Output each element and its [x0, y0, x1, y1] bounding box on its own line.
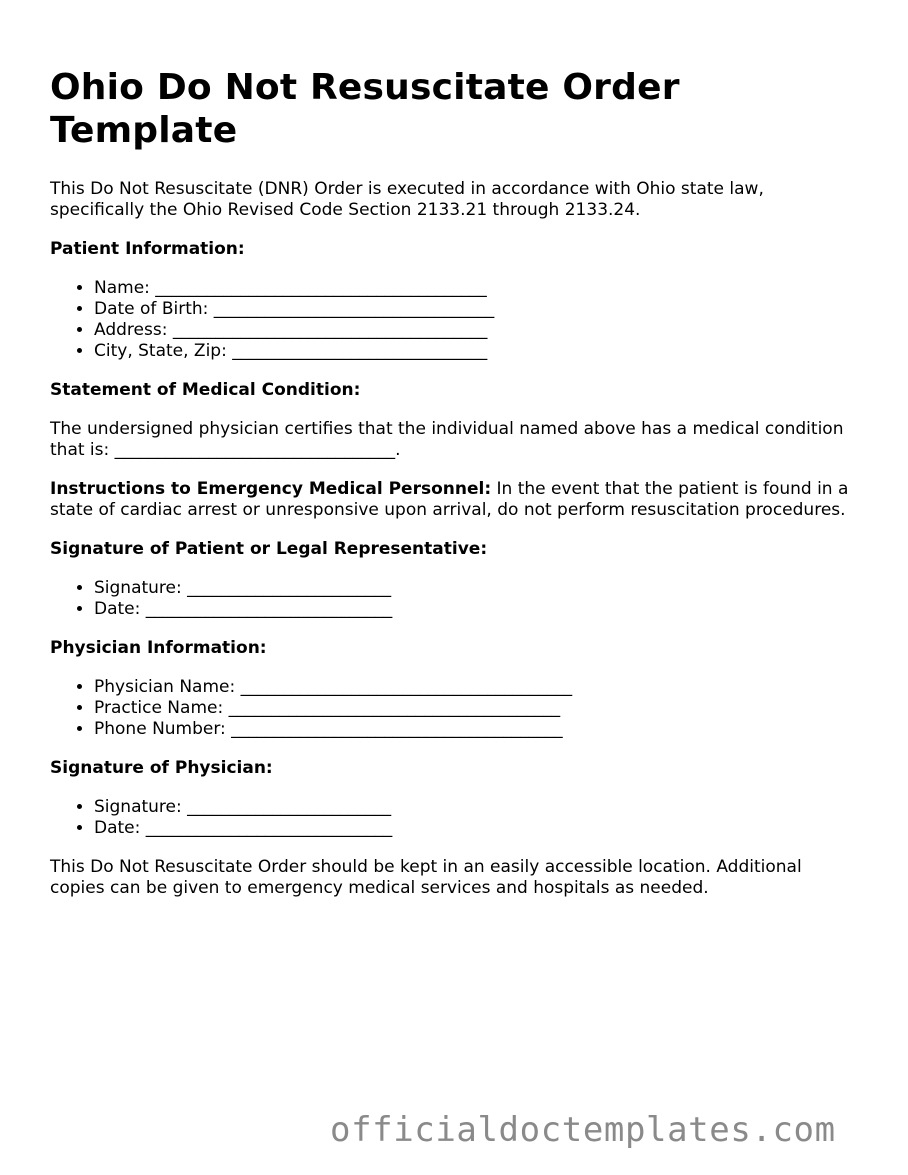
patient-address-field: • Address: _____________________________________ — [94, 320, 860, 341]
physician-signature-heading: Signature of Physician: — [50, 758, 273, 778]
page-title: Ohio Do Not Resuscitate Order Template — [50, 67, 680, 151]
patient-info-list — [50, 278, 860, 362]
physician-info-heading: Physician Information: — [50, 638, 267, 658]
instructions-text: In the event that the patient is found in a state of cardiac arrest or unresponsive upon arrival, do not perform resuscitation procedures. — [50, 479, 849, 520]
instructions-lead: Instructions to Emergency Medical Personnel: — [50, 479, 492, 499]
patient-name-field: • Name: _______________________________________ — [94, 278, 860, 299]
patient-dob-field: • Date of Birth: _________________________________ — [94, 299, 860, 320]
watermark: officialdoctemplates.com — [330, 1110, 836, 1150]
physician-info-list — [50, 677, 860, 740]
medical-condition-heading: Statement of Medical Condition: — [50, 380, 361, 400]
document-page — [50, 66, 860, 917]
medical-condition-paragraph: The undersigned physician certifies that the individual named above has a medical condition that is: _________________________________. — [50, 419, 844, 460]
phone-number-field: • Phone Number: _______________________________________ — [94, 719, 860, 740]
closing-paragraph: This Do Not Resuscitate Order should be kept in an easily accessible location. Additional copies can be given to emergency medical services and hospitals as needed. — [50, 857, 802, 898]
physician-signature-field: • Signature: ________________________ — [94, 797, 860, 818]
practice-name-field: • Practice Name: _______________________________________ — [94, 698, 860, 719]
patient-signature-list — [50, 578, 860, 620]
patient-signature-field: • Signature: ________________________ — [94, 578, 860, 599]
instructions-paragraph — [50, 479, 860, 521]
patient-signature-date-field: • Date: _____________________________ — [94, 599, 860, 620]
patient-signature-heading: Signature of Patient or Legal Representative: — [50, 539, 488, 559]
physician-signature-list — [50, 797, 860, 839]
physician-name-field: • Physician Name: _______________________________________ — [94, 677, 860, 698]
patient-info-heading: Patient Information: — [50, 239, 245, 259]
patient-city-state-zip-field: • City, State, Zip: ______________________________ — [94, 341, 860, 362]
physician-signature-date-field: • Date: _____________________________ — [94, 818, 860, 839]
intro-paragraph: This Do Not Resuscitate (DNR) Order is executed in accordance with Ohio state law, specifically the Ohio Revised Code Section 2133.21 through 2133.24. — [50, 179, 764, 220]
